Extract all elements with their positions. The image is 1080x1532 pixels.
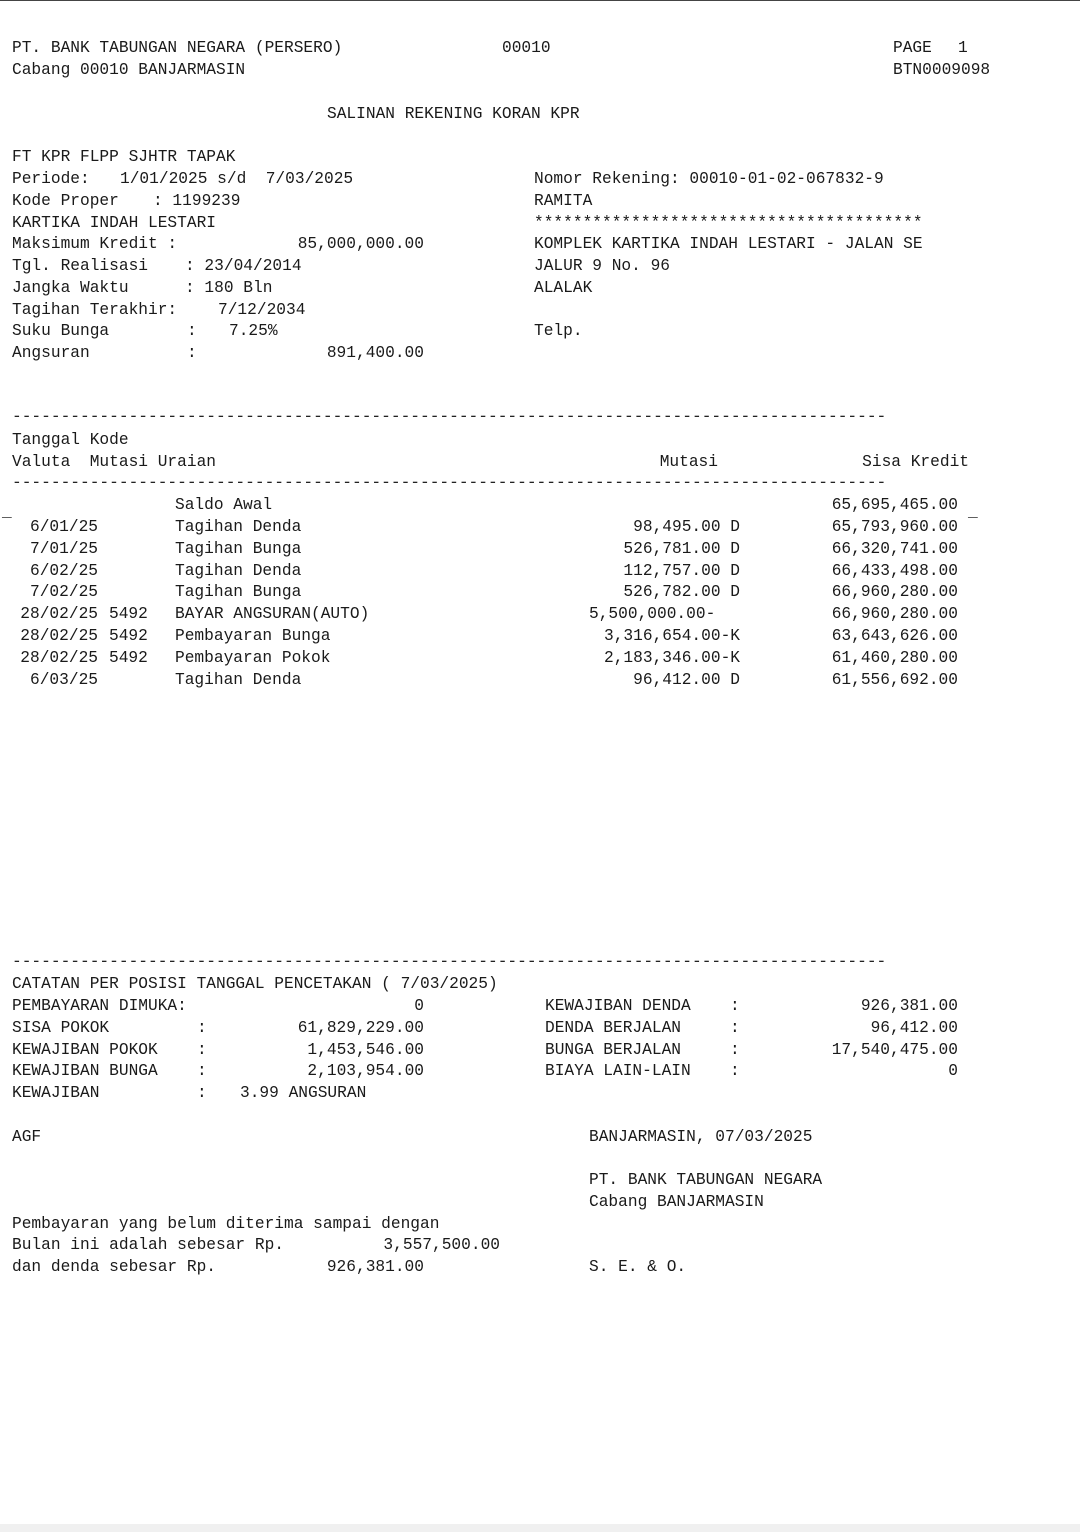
tgl-realisasi-label: Tgl. Realisasi [12, 257, 148, 275]
col-mutasi-header: Mutasi [659, 453, 718, 471]
catatan-right-colon: : [730, 1019, 740, 1037]
page-number: 1 [958, 39, 968, 57]
angsuran-value: 891,400.00 [326, 344, 424, 362]
agf-code: AGF [12, 1128, 42, 1146]
catatan-left-label: SISA POKOK [12, 1019, 110, 1037]
note-line-2-value: 3,557,500.00 [383, 1236, 500, 1254]
row-desc: Saldo Awal [175, 496, 273, 514]
rule-top: ------------------------------------------------------------------------------------------ [12, 408, 887, 426]
row-mutasi: 98,495.00 D [633, 518, 740, 536]
product-name: FT KPR FLPP SJHTR TAPAK [12, 148, 236, 166]
row-mutasi: 526,782.00 D [623, 583, 740, 601]
catatan-right-colon: : [730, 1041, 740, 1059]
catatan-title: CATATAN PER POSISI TANGGAL PENCETAKAN ( 7/03/2025) [12, 975, 498, 993]
catatan-right-value: 926,381.00 [860, 997, 958, 1015]
tagihan-terakhir-label: Tagihan Terakhir: [12, 301, 178, 319]
row-sisa: 66,433,498.00 [831, 562, 958, 580]
row-sisa: 61,556,692.00 [831, 671, 958, 689]
branch-code: 00010 [502, 39, 551, 57]
signer-bank: PT. BANK TABUNGAN NEGARA [589, 1171, 823, 1189]
catatan-left-value: 61,829,229.00 [297, 1019, 424, 1037]
row-date: 6/02/25 [30, 562, 98, 580]
periode-value: 1/01/2025 s/d 7/03/2025 [120, 170, 354, 188]
table-head-2: Valuta Mutasi Uraian [12, 453, 216, 471]
row-mutasi: 2,183,346.00-K [604, 649, 740, 667]
catatan-right-label: KEWAJIBAN DENDA [545, 997, 691, 1015]
bank-name: PT. BANK TABUNGAN NEGARA (PERSERO) [12, 39, 343, 57]
row-sisa: 66,960,280.00 [831, 605, 958, 623]
periode-label: Periode: [12, 170, 90, 188]
tagihan-terakhir-value: 7/12/2034 [218, 301, 306, 319]
row-desc: BAYAR ANGSURAN(AUTO) [175, 605, 370, 623]
kewajiban-colon: : [197, 1084, 207, 1102]
customer-name: RAMITA [534, 192, 593, 210]
row-desc: Tagihan Bunga [175, 583, 302, 601]
catatan-right-label: DENDA BERJALAN [545, 1019, 681, 1037]
kode-proper-value: : 1199239 [153, 192, 241, 210]
place-date: BANJARMASIN, 07/03/2025 [589, 1128, 813, 1146]
row-mutasi: 96,412.00 D [633, 671, 740, 689]
row-sisa: 65,793,960.00 [831, 518, 958, 536]
page-label: PAGE [893, 39, 932, 57]
suku-bunga-colon: : [187, 322, 197, 340]
row-desc: Tagihan Denda [175, 671, 302, 689]
document-title: SALINAN REKENING KORAN KPR [327, 105, 580, 123]
margin-mark-right: _ [968, 503, 978, 521]
row-desc: Tagihan Denda [175, 562, 302, 580]
note-line-3-label: dan denda sebesar Rp. [12, 1258, 216, 1276]
row-mutasi: 112,757.00 D [623, 562, 740, 580]
row-date: 7/01/25 [30, 540, 98, 558]
address-line-3: ALALAK [534, 279, 593, 297]
tgl-realisasi-value: : 23/04/2014 [185, 257, 302, 275]
row-desc: Pembayaran Bunga [175, 627, 331, 645]
address-line-2: JALUR 9 No. 96 [534, 257, 670, 275]
table-head-1: Tanggal Kode [12, 431, 129, 449]
note-line-2-label: Bulan ini adalah sebesar Rp. [12, 1236, 284, 1254]
kode-proper-label: Kode Proper [12, 192, 119, 210]
catatan-left-label: KEWAJIBAN BUNGA [12, 1062, 158, 1080]
catatan-left-value: 1,453,546.00 [307, 1041, 424, 1059]
row-desc: Pembayaran Pokok [175, 649, 331, 667]
row-desc: Tagihan Denda [175, 518, 302, 536]
seo-mark: S. E. & O. [589, 1258, 687, 1276]
catatan-right-value: 0 [948, 1062, 958, 1080]
row-sisa: 61,460,280.00 [831, 649, 958, 667]
row-code: 5492 [109, 605, 148, 623]
maks-kredit-value: 85,000,000.00 [297, 235, 424, 253]
catatan-left-colon: : [197, 1041, 207, 1059]
row-date: 7/02/25 [30, 583, 98, 601]
row-sisa: 65,695,465.00 [831, 496, 958, 514]
row-code: 5492 [109, 627, 148, 645]
telp-label: Telp. [534, 322, 583, 340]
angsuran-colon: : [187, 344, 197, 362]
top-border [0, 0, 1080, 1]
row-desc: Tagihan Bunga [175, 540, 302, 558]
row-mutasi: 526,781.00 D [623, 540, 740, 558]
row-sisa: 63,643,626.00 [831, 627, 958, 645]
catatan-right-label: BUNGA BERJALAN [545, 1041, 681, 1059]
catatan-right-colon: : [730, 997, 740, 1015]
project-name: KARTIKA INDAH LESTARI [12, 214, 216, 232]
address-line-1: KOMPLEK KARTIKA INDAH LESTARI - JALAN SE [534, 235, 923, 253]
catatan-right-colon: : [730, 1062, 740, 1080]
row-sisa: 66,320,741.00 [831, 540, 958, 558]
note-line-3-value: 926,381.00 [326, 1258, 424, 1276]
kewajiban-value: 3.99 ANGSURAN [240, 1084, 367, 1102]
row-date: 28/02/25 [20, 627, 98, 645]
row-date: 28/02/25 [20, 649, 98, 667]
catatan-left-label: PEMBAYARAN DIMUKA: [12, 997, 187, 1015]
jangka-value: : 180 Bln [185, 279, 273, 297]
catatan-right-value: 96,412.00 [870, 1019, 958, 1037]
rule-catatan: ------------------------------------------------------------------------------------------ [12, 953, 887, 971]
branch-line: Cabang 00010 BANJARMASIN [12, 61, 246, 79]
row-date: 6/01/25 [30, 518, 98, 536]
catatan-left-value: 0 [414, 997, 424, 1015]
note-line-1: Pembayaran yang belum diterima sampai dengan [12, 1215, 440, 1233]
row-date: 6/03/25 [30, 671, 98, 689]
catatan-left-value: 2,103,954.00 [307, 1062, 424, 1080]
signer-branch: Cabang BANJARMASIN [589, 1193, 764, 1211]
nomor-rekening: Nomor Rekening: 00010-01-02-067832-9 [534, 170, 884, 188]
catatan-left-colon: : [197, 1062, 207, 1080]
col-sisa-header: Sisa Kredit [862, 453, 969, 471]
row-date: 28/02/25 [20, 605, 98, 623]
maks-kredit-label: Maksimum Kredit : [12, 235, 178, 253]
catatan-right-value: 17,540,475.00 [831, 1041, 958, 1059]
doc-code: BTN0009098 [893, 61, 991, 79]
row-mutasi: 3,316,654.00-K [604, 627, 740, 645]
jangka-label: Jangka Waktu [12, 279, 129, 297]
angsuran-label: Angsuran [12, 344, 90, 362]
row-sisa: 66,960,280.00 [831, 583, 958, 601]
suku-bunga-value: 7.25% [229, 322, 278, 340]
row-mutasi: 5,500,000.00- [589, 605, 716, 623]
catatan-right-label: BIAYA LAIN-LAIN [545, 1062, 691, 1080]
suku-bunga-label: Suku Bunga [12, 322, 110, 340]
star-separator: **************************************** [534, 214, 923, 232]
catatan-left-label: KEWAJIBAN POKOK [12, 1041, 158, 1059]
bottom-band [0, 1524, 1080, 1532]
row-code: 5492 [109, 649, 148, 667]
margin-mark-left: _ [2, 503, 12, 521]
catatan-left-colon: : [197, 1019, 207, 1037]
rule-head: ------------------------------------------------------------------------------------------ [12, 474, 887, 492]
kewajiban-label: KEWAJIBAN [12, 1084, 100, 1102]
